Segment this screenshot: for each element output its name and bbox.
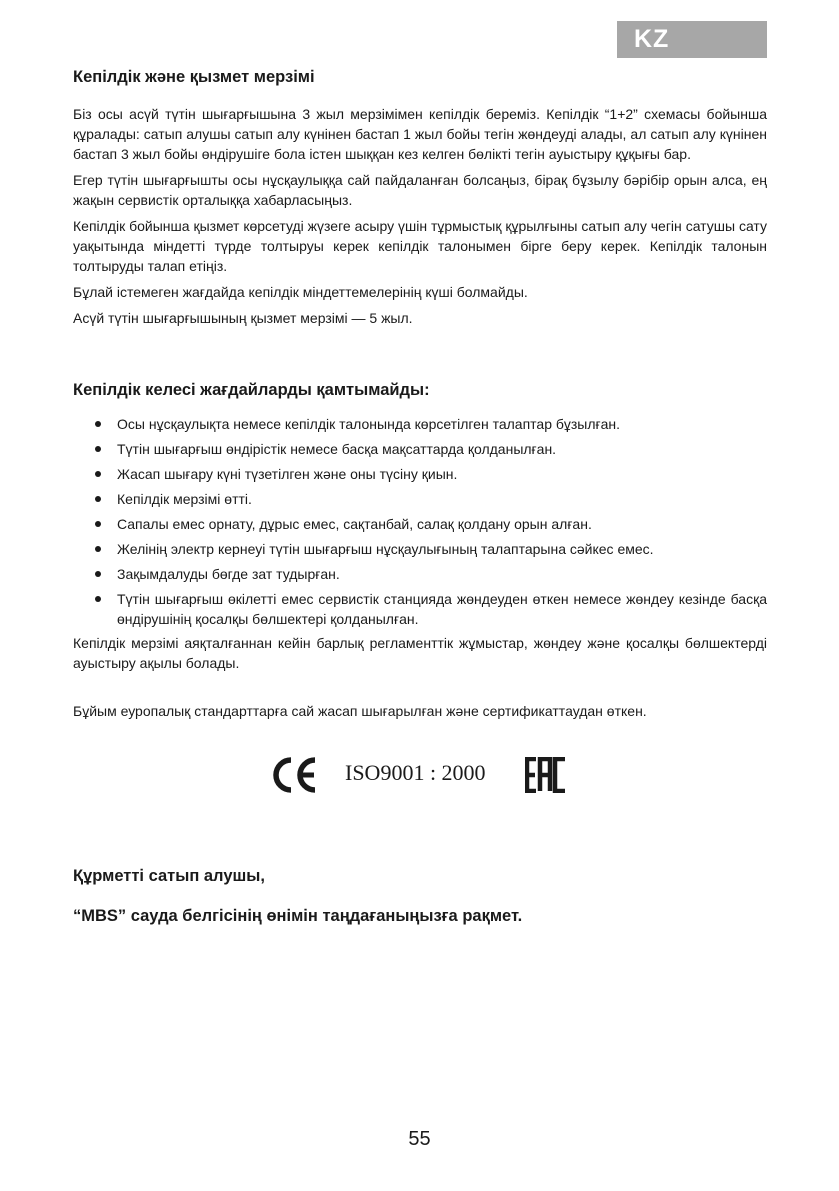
warranty-paragraph-1: Біз осы асүй түтін шығарғышына 3 жыл мерзімімен кепілдік береміз. Кепілдік “1+2” схемасы бойынша құралады: сатып алушы сатып алу күнінен бастап 1 жыл бойы тегін жөндеуді алады, ал сатып алу күнінен бастап 3 жыл бойы өндірушіге бола істен шыққан кез келген бөлікті тегін ауыстыру құқығы бар. — [73, 106, 767, 162]
list-item — [73, 414, 767, 434]
warranty-title: Кепілдік және қызмет мерзімі — [73, 68, 315, 86]
list-item-text: Түтін шығарғыш өкілетті емес сервистік станцияда жөндеуден өткен немесе жөндеу кезінде басқа өндірушінің қосалқы бөлшектері қолданылған. — [117, 591, 767, 627]
customer-greeting: Құрметті сатып алушы, — [73, 867, 265, 885]
iso-certification-label: ISO9001 : 2000 — [345, 760, 486, 785]
list-item — [73, 464, 767, 484]
certification-marks — [73, 751, 767, 799]
bullet-icon — [95, 596, 101, 602]
warranty-paragraph-3: Кепілдік бойынша қызмет көрсетуді жүзеге асыру үшін тұрмыстық құрылғыны сатып алу чегін сатушы сату уақытында міндетті түрде толтыруы керек кепілдік талонымен бірге беру керек. Кепілдік талонын толтыруды талап етіңіз. — [73, 218, 767, 274]
list-item — [73, 514, 767, 534]
bullet-icon — [95, 421, 101, 427]
list-item-text: Жасап шығару күні түзетілген және оны түсіну қиын. — [117, 466, 458, 482]
page-content — [73, 66, 767, 927]
warranty-paragraph-2: Егер түтін шығарғышты осы нұсқаулыққа сай пайдаланған болсаңыз, бірақ бұзылу бәрібір орын алса, ең жақын сервистік орталыққа хабарласыңыз. — [73, 172, 767, 208]
list-item — [73, 564, 767, 584]
bullet-icon — [95, 521, 101, 527]
list-item — [73, 589, 767, 629]
bullet-icon — [95, 571, 101, 577]
bullet-icon — [95, 471, 101, 477]
list-item — [73, 439, 767, 459]
eac-mark-icon — [525, 757, 567, 793]
service-life-paragraph: Асүй түтін шығарғышының қызмет мерзімі — 5 жыл. — [73, 310, 413, 326]
warranty-paragraph-4: Бұлай істемеген жағдайда кепілдік міндеттемелерінің күші болмайды. — [73, 284, 528, 300]
bullet-icon — [95, 546, 101, 552]
paid-service-note: Кепілдік мерзімі аяқталғаннан кейін барлық регламенттік жұмыстар, жөндеу және қосалқы бөлшектерді ауыстыру ақылы болады. — [73, 635, 767, 671]
list-item-text: Түтін шығарғыш өндірістік немесе басқа мақсаттарда қолданылған. — [117, 441, 557, 457]
list-item-text: Осы нұсқаулықта немесе кепілдік талонында көрсетілген талаптар бұзылған. — [117, 416, 621, 432]
list-item-text: Сапалы емес орнату, дұрыс емес, сақтанбай, салақ қолдану орын алған. — [117, 516, 592, 532]
list-item-text: Желінің электр кернеуі түтін шығарғыш нұсқаулығының талаптарына сәйкес емес. — [117, 541, 654, 557]
ce-mark-icon — [271, 757, 321, 793]
list-item-text: Кепілдік мерзімі өтті. — [117, 491, 252, 507]
bullet-icon — [95, 496, 101, 502]
brand-thanks: “MBS” сауда белгісінің өнімін таңдағаныңызға рақмет. — [73, 907, 523, 925]
exclusions-title: Кепілдік келесі жағдайларды қамтымайды: — [73, 381, 430, 399]
page-number: 55 — [408, 1128, 431, 1150]
bullet-icon — [95, 446, 101, 452]
language-tab: KZ — [617, 21, 767, 58]
list-item-text: Зақымдалуды бөгде зат тудырған. — [117, 566, 340, 582]
certification-text: Бұйым еуропалық стандарттарға сай жасап шығарылған және сертификаттаудан өткен. — [73, 703, 647, 719]
list-item — [73, 489, 767, 509]
exclusions-list — [73, 414, 767, 629]
list-item — [73, 539, 767, 559]
